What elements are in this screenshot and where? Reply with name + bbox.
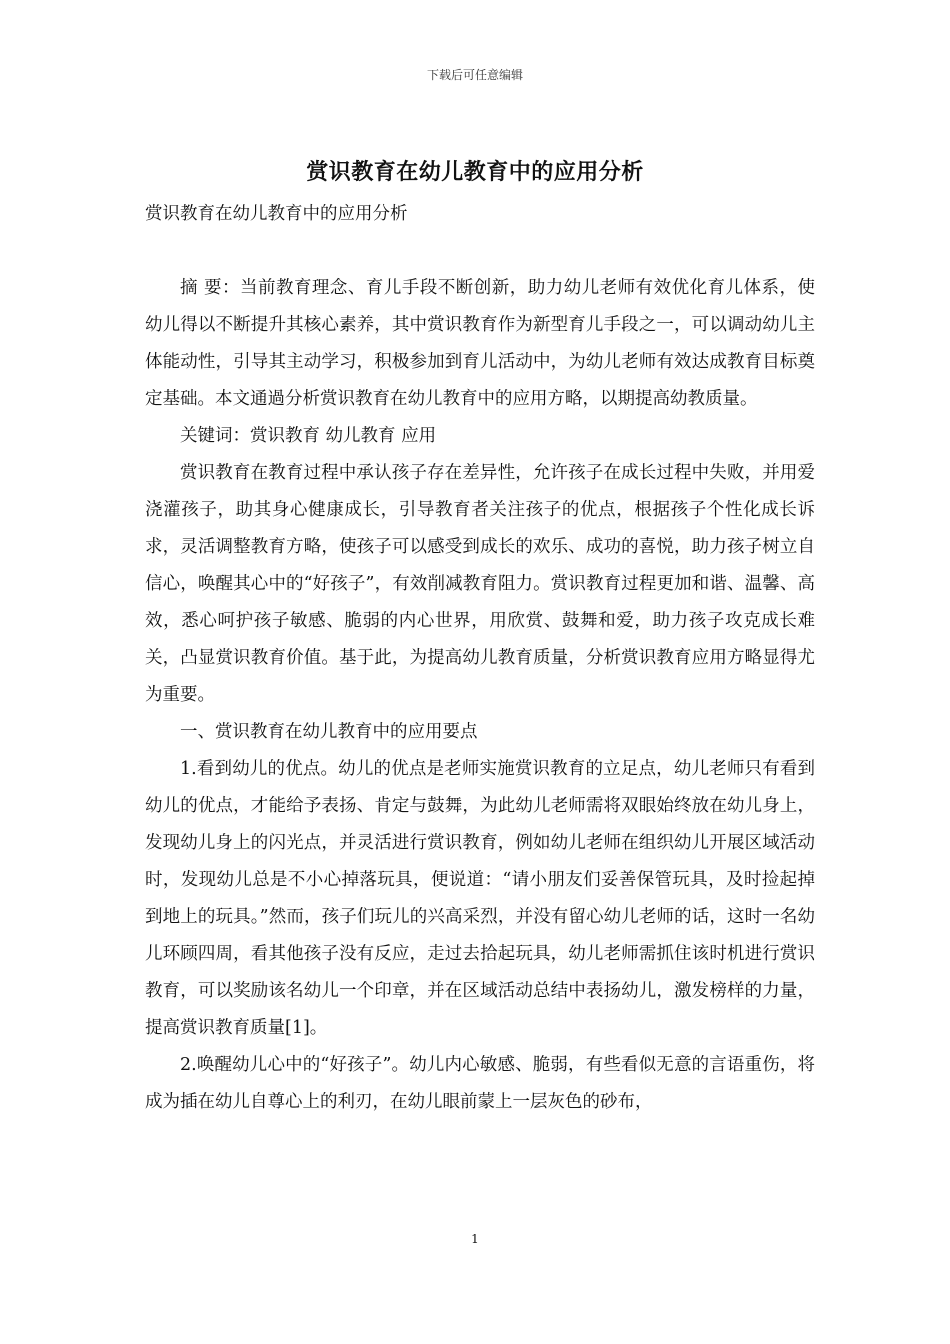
abstract-paragraph: 摘 要：当前教育理念、育儿手段不断创新，助力幼儿老师有效优化育儿体系，使幼儿得以不断提升其核心素养，其中赏识教育作为新型育儿手段之一，可以调动幼儿主体能动性，引导其主动学习，积极参加到育儿活动中，为幼儿老师有效达成教育目标奠定基础。本文通過分析赏识教育在幼儿教育中的应用方略，以期提高幼教质量。 xyxy=(145,278,815,409)
document-body xyxy=(145,270,815,1121)
point-1-paragraph: 1.看到幼儿的优点。幼儿的优点是老师实施赏识教育的立足点，幼儿老师只有看到幼儿的优点，才能给予表扬、肯定与鼓舞，为此幼儿老师需将双眼始终放在幼儿身上，发现幼儿身上的闪光点，并灵活进行赏识教育，例如幼儿老师在组织幼儿开展区域活动时，发现幼儿总是不小心掉落玩具，便说道：“请小朋友们妥善保管玩具，及时捡起掉到地上的玩具。”然而，孩子们玩儿的兴高采烈，并没有留心幼儿老师的话，这时一名幼儿环顾四周，看其他孩子没有反应，走过去拾起玩具，幼儿老师需抓住该时机进行赏识教育，可以奖励该名幼儿一个印章，并在区域活动总结中表扬幼儿，激发榜样的力量，提高赏识教育质量[1]。 xyxy=(145,759,815,1038)
document-subtitle: 赏识教育在幼儿教育中的应用分析 xyxy=(145,204,408,224)
keywords-paragraph: 关键词：赏识教育 幼儿教育 应用 xyxy=(180,426,437,446)
document-title: 赏识教育在幼儿教育中的应用分析 xyxy=(306,159,644,185)
page-number: 1 xyxy=(471,1232,479,1246)
intro-paragraph: 赏识教育在教育过程中承认孩子存在差异性，允许孩子在成长过程中失败，并用爱浇灌孩子，助其身心健康成长，引导教育者关注孩子的优点，根据孩子个性化成长诉求，灵活调整教育方略，使孩子可以感受到成长的欢乐、成功的喜悦，助力孩子树立自信心，唤醒其心中的“好孩子”，有效削减教育阻力。赏识教育过程更加和谐、温馨、高效，悉心呵护孩子敏感、脆弱的内心世界，用欣赏、鼓舞和爱，助力孩子攻克成长难关，凸显赏识教育价值。基于此，为提高幼儿教育质量，分析赏识教育应用方略显得尤为重要。 xyxy=(145,463,815,705)
section-heading: 一、赏识教育在幼儿教育中的应用要点 xyxy=(180,722,478,742)
point-2-paragraph: 2.唤醒幼儿心中的“好孩子”。幼儿内心敏感、脆弱，有些看似无意的言语重伤，将成为插在幼儿自尊心上的利刃，在幼儿眼前蒙上一层灰色的砂布， xyxy=(145,1055,815,1112)
page-header-note: 下载后可任意编辑 xyxy=(426,68,523,82)
